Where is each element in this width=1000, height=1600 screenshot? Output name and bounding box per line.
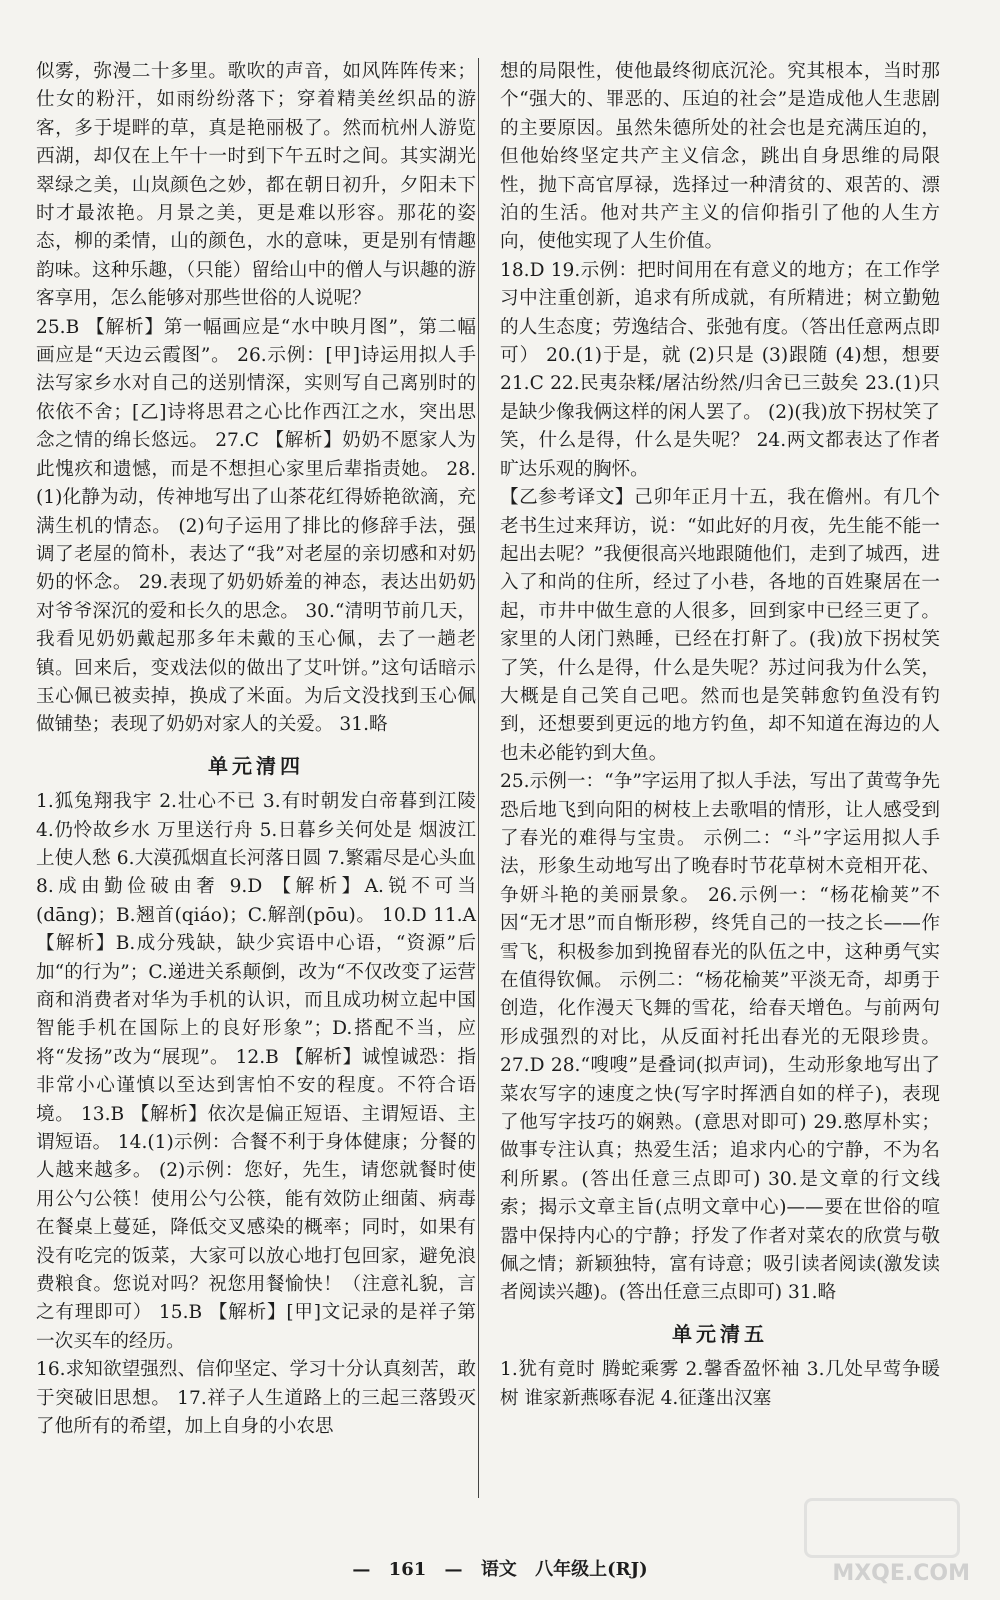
- unit5-heading: 单元清五: [672, 1321, 768, 1346]
- right-column: [500, 58, 940, 1413]
- grade-label: 八年级上(RJ): [535, 1559, 648, 1580]
- left-paragraph-1: 似雾，弥漫二十多里。歌吹的声音，如风阵阵传来；仕女的粉汗，如雨纷纷落下；穿着精美丝织品的游客，多于堤畔的草，真是艳丽极了。然而杭州人游览西湖，却仅在上午十一时到下午五时之间。其实湖光翠绿之美，山岚颜色之妙，都在朝日初升，夕阳未下时才最浓艳。月景之美，更是难以形容。那花的姿态，柳的柔情，山的颜色，水的意味，更是别有情趣韵味。这种乐趣，（只能）留给山中的僧人与识趣的游客享用，怎么能够对那些世俗的人说呢？: [36, 61, 476, 310]
- page-number: 161: [388, 1559, 427, 1580]
- unit5-paragraph-1: 1.犹有竟时 腾蛇乘雾 2.馨香盈怀袖 3.几处早莺争暖树 谁家新燕啄春泥 4.征蓬出汉塞: [500, 1359, 940, 1409]
- page-footer: — 161 — 语文 八年级上(RJ): [352, 1559, 648, 1580]
- watermark-logo: [804, 1498, 960, 1558]
- left-column: [36, 58, 476, 1442]
- right-paragraph-4: 25.示例一：“争”字运用了拟人手法，写出了黄莺争先恐后地飞到向阳的树枝上去歌唱的情形，让人感受到了春光的难得与宝贵。 示例二：“斗”字运用拟人手法，形象生动地写出了晚春时节花草树木竞相开花、争妍斗艳的美丽景象。 26.示例一：“杨花榆荚”不因“无才思”而自惭形秽，终凭自己的一技之长——作雪飞，积极参加到挽留春光的队伍之中，这种勇气实在值得钦佩。 示例二：“杨花榆荚”平淡无奇，却勇于创造，化作漫天飞舞的雪花，给春天增色。与前两句形成强烈的对比，从反面衬托出春光的无限珍贵。 27.D 28.“嗖嗖”是叠词(拟声词)，生动形象地写出了菜农写字的速度之快(写字时挥洒自如的样子)，表现了他写字技巧的娴熟。(意思对即可) 29.憨厚朴实；做事专注认真；热爱生活；追求内心的宁静，不为名利所累。(答出任意三点即可) 30.是文章的行文线索；揭示文章主旨(点明文章中心)——要在世俗的喧嚣中保持内心的宁静；抒发了作者对菜农的欣赏与敬佩之情；新颖独特，富有诗意；吸引读者阅读(激发读者阅读兴趣)。(答出任意三点即可) 31.略: [500, 771, 940, 1304]
- column-divider: [478, 58, 479, 1498]
- unit4-paragraph-2: 16.求知欲望强烈、信仰坚定、学习十分认真刻苦，敢于突破旧思想。 17.祥子人生道路上的三起三落毁灭了他所有的希望，加上自身的小农思: [36, 1359, 476, 1438]
- right-translation: 【乙参考译文】己卯年正月十五，我在儋州。有几个老书生过来拜访，说：“如此好的月夜，先生能不能一起出去呢？”我便很高兴地跟随他们，走到了城西，进入了和尚的住所，经过了小巷，各地的百姓聚居在一起，市井中做生意的人很多，回到家中已经三更了。家里的人闭门熟睡，已经在打鼾了。(我)放下拐杖笑了笑，什么是得，什么是失呢？苏过问我为什么笑，大概是自己笑自己吧。然而也是笑韩愈钓鱼没有钓到，还想要到更远的地方钓鱼，却不知道在海边的人也未必能钓到大鱼。: [500, 487, 940, 764]
- unit4-heading: 单元清四: [208, 753, 304, 778]
- watermark-text: MXQE.COM: [832, 1561, 970, 1586]
- right-paragraph-1: 想的局限性，使他最终彻底沉沦。究其根本，当时那个“强大的、罪恶的、压迫的社会”是造成他人生悲剧的主要原因。虽然朱德所处的社会也是充满压迫的，但他始终坚定共产主义信念，跳出自身思维的局限性，抛下高官厚禄，选择过一种清贫的、艰苦的、漂泊的生活。他对共产主义的信仰指引了他的人生方向，使他实现了人生价值。: [500, 61, 940, 253]
- unit4-paragraph-1: 1.狐兔翔我宇 2.壮心不已 3.有时朝发白帝暮到江陵 4.仍怜故乡水 万里送行舟 5.日暮乡关何处是 烟波江上使人愁 6.大漠孤烟直长河落日圆 7.繁霜尽是心头血 8.成由勤俭破由奢 9.D 【解析】A.锐不可当(dāng)；B.翘首(qiáo)；C.解剖(pōu)。 10.D 11.A 【解析】B.成分残缺，缺少宾语中心语，“资源”后加“的行为”；C.递进关系颠倒，改为“不仅改变了运营商和消费者对华为手机的认识，而且成功树立起中国智能手机在国际上的良好形象”；D.搭配不当，应将“发扬”改为“展现”。 12.B 【解析】诚惶诚恐：指非常小心谨慎以至达到害怕不安的程度。不符合语境。 13.B 【解析】依次是偏正短语、主谓短语、主谓短语。 14.(1)示例：合餐不利于身体健康；分餐的人越来越多。 (2)示例：您好，先生，请您就餐时使用公勺公筷！使用公勺公筷，能有效防止细菌、病毒在餐桌上蔓延，降低交叉感染的概率；同时，如果有没有吃完的饭菜，大家可以放心地打包回家，避免浪费粮食。您说对吗？祝您用餐愉快！（注意礼貌，言之有理即可） 15.B 【解析】[甲]文记录的是祥子第一次买车的经历。: [36, 791, 476, 1352]
- left-paragraph-2: 25.B 【解析】第一幅画应是“水中映月图”，第二幅画应是“天边云霞图”。 26.示例：[甲]诗运用拟人手法写家乡水对自己的送别情深，实则写自己离别时的依依不舍；[乙]诗将思君之心比作西江之水，突出思念之情的绵长悠远。 27.C 【解析】奶奶不愿家人为此愧疚和遗憾，而是不想担心家里后辈指责她。 28.(1)化静为动，传神地写出了山茶花红得娇艳欲滴，充满生机的情态。 (2)句子运用了排比的修辞手法，强调了老屋的简朴，表达了“我”对老屋的亲切感和对奶奶的怀念。 29.表现了奶奶娇羞的神态，表达出奶奶对爷爷深沉的爱和长久的思念。 30.“清明节前几天，我看见奶奶戴起那多年未戴的玉心佩，去了一趟老镇。回来后，变戏法似的做出了艾叶饼。”这句话暗示玉心佩已被卖掉，换成了米面。为后文没找到玉心佩做铺垫；表现了奶奶对家人的关爱。 31.略: [36, 316, 476, 736]
- right-paragraph-2: 18.D 19.示例：把时间用在有意义的地方；在工作学习中注重创新，追求有所成就，有所精进；树立勤勉的人生态度；劳逸结合、张弛有度。（答出任意两点即可） 20.(1)于是，就 (2)只是 (3)跟随 (4)想，想要 21.C 22.民夷杂糅/屠沽纷然/归舍已三鼓矣 23.(1)只是缺少像我俩这样的闲人罢了。 (2)(我)放下拐杖笑了笑，什么是得，什么是失呢？ 24.两文都表达了作者旷达乐观的胸怀。: [500, 259, 940, 480]
- subject-label: 语文: [480, 1559, 517, 1580]
